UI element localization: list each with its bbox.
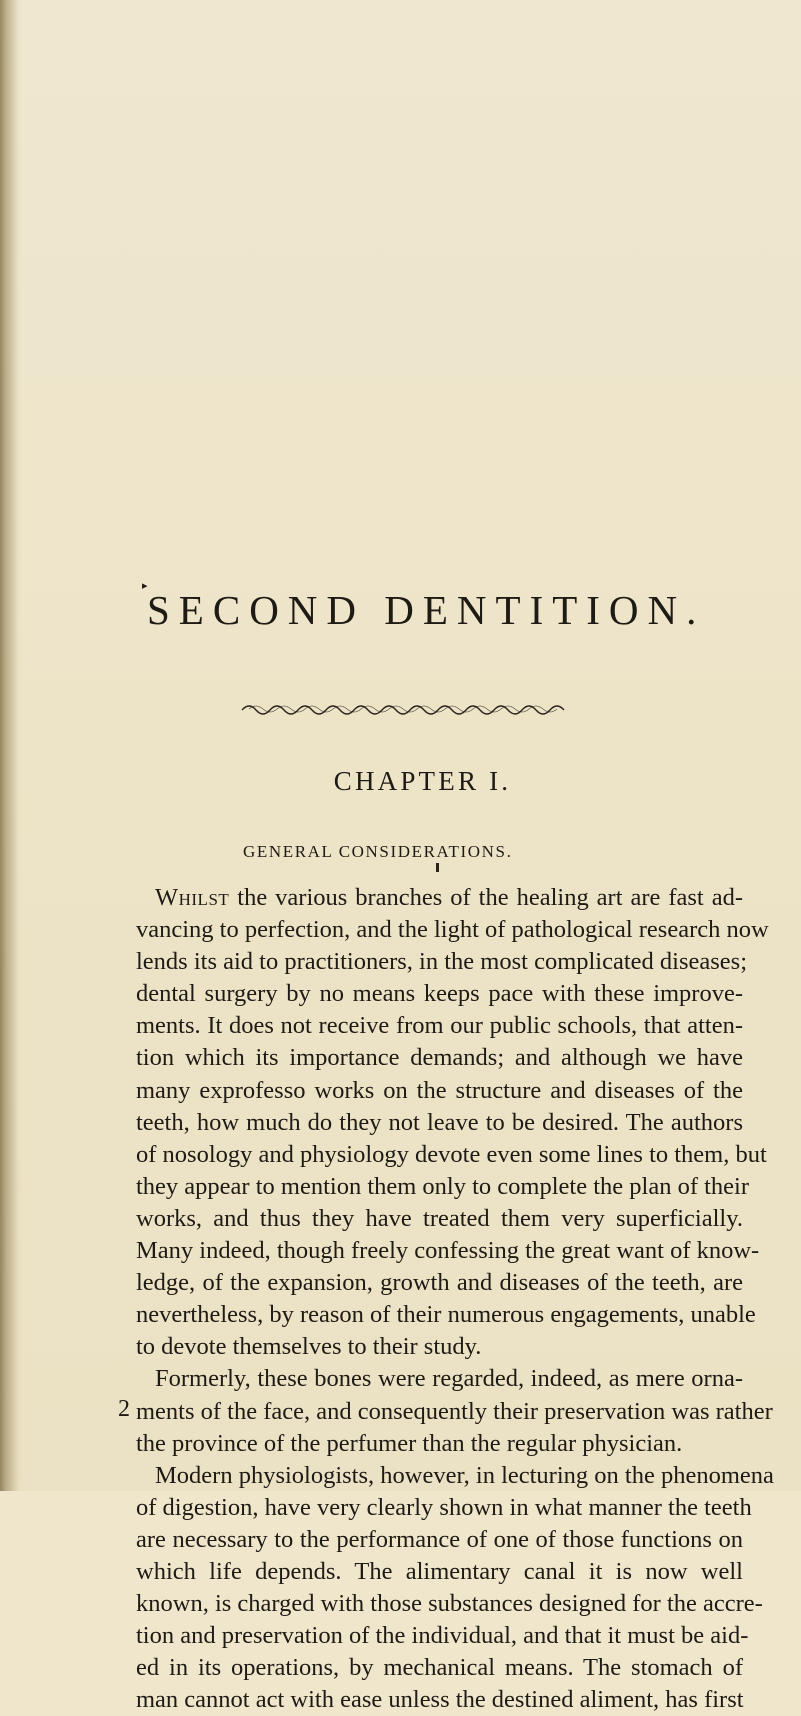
text-line: which life depends. The alimentary canal it is now well: [136, 1557, 743, 1585]
text-line: to devote themselves to their study.: [136, 1333, 482, 1361]
text-line: nevertheless, by reason of their numerous engagements, unable: [136, 1301, 756, 1329]
text-line: are necessary to the performance of one of those functions on: [136, 1525, 743, 1553]
text-line: Whilst the various branches of the healing art are fast ad-: [155, 884, 743, 911]
text-line: of nosology and physiology devote even some lines to them, but: [136, 1140, 767, 1168]
text-line: ed in its operations, by mechanical means. The stomach of: [136, 1654, 743, 1682]
text-line: teeth, how much do they not leave to be desired. The authors: [136, 1108, 743, 1136]
signature-mark: 2: [118, 1396, 130, 1422]
text-line: known, is charged with those substances designed for the accre-: [136, 1590, 763, 1618]
text-line: tion which its importance demands; and although we have: [136, 1044, 743, 1072]
book-title: SECOND DENTITION.: [147, 587, 706, 633]
text-line: ments of the face, and consequently their preservation was rather: [136, 1397, 773, 1425]
tick-mark: ▸: [142, 580, 148, 592]
text-line: Many indeed, though freely confessing the great want of know-: [136, 1237, 760, 1265]
text-line: the province of the perfumer than the regular physician.: [136, 1429, 683, 1457]
text-line: tion and preservation of the individual, and that it must be aid-: [136, 1622, 749, 1650]
text-line: ledge, of the expansion, growth and diseases of the teeth, are: [136, 1269, 743, 1297]
wavy-rule-ornament: [240, 700, 570, 716]
text-line: Formerly, these bones were regarded, indeed, as mere orna-: [155, 1365, 743, 1393]
text-line: vancing to perfection, and the light of pathological research now: [136, 916, 769, 944]
text-line: many exprofesso works on the structure and diseases of the: [136, 1076, 743, 1104]
text-line: man cannot act with ease unless the destined aliment, has first: [136, 1686, 744, 1714]
text-line: Modern physiologists, however, in lecturing on the phenomena: [155, 1461, 774, 1489]
lead-word: Whilst: [155, 884, 230, 911]
text-line: of digestion, have very clearly shown in what manner the teeth: [136, 1493, 752, 1521]
paragraph: [117, 1363, 773, 1459]
ink-mark: [436, 863, 439, 872]
binding-shadow: [0, 0, 18, 1491]
text-line: dental surgery by no means keeps pace with these improve-: [136, 980, 743, 1008]
paragraph: [117, 882, 769, 1363]
text-line: ments. It does not receive from our public schools, that atten-: [136, 1012, 743, 1040]
body-text: [117, 882, 774, 1716]
text-line: they appear to mention them only to complete the plan of their: [136, 1172, 750, 1200]
section-heading: GENERAL CONSIDERATIONS.: [243, 842, 513, 861]
chapter-heading: CHAPTER I.: [333, 766, 512, 796]
text-line: works, and thus they have treated them very superficially.: [136, 1204, 743, 1232]
text-line: lends its aid to practitioners, in the most complicated diseases;: [136, 948, 748, 976]
paragraph: [117, 1460, 774, 1716]
